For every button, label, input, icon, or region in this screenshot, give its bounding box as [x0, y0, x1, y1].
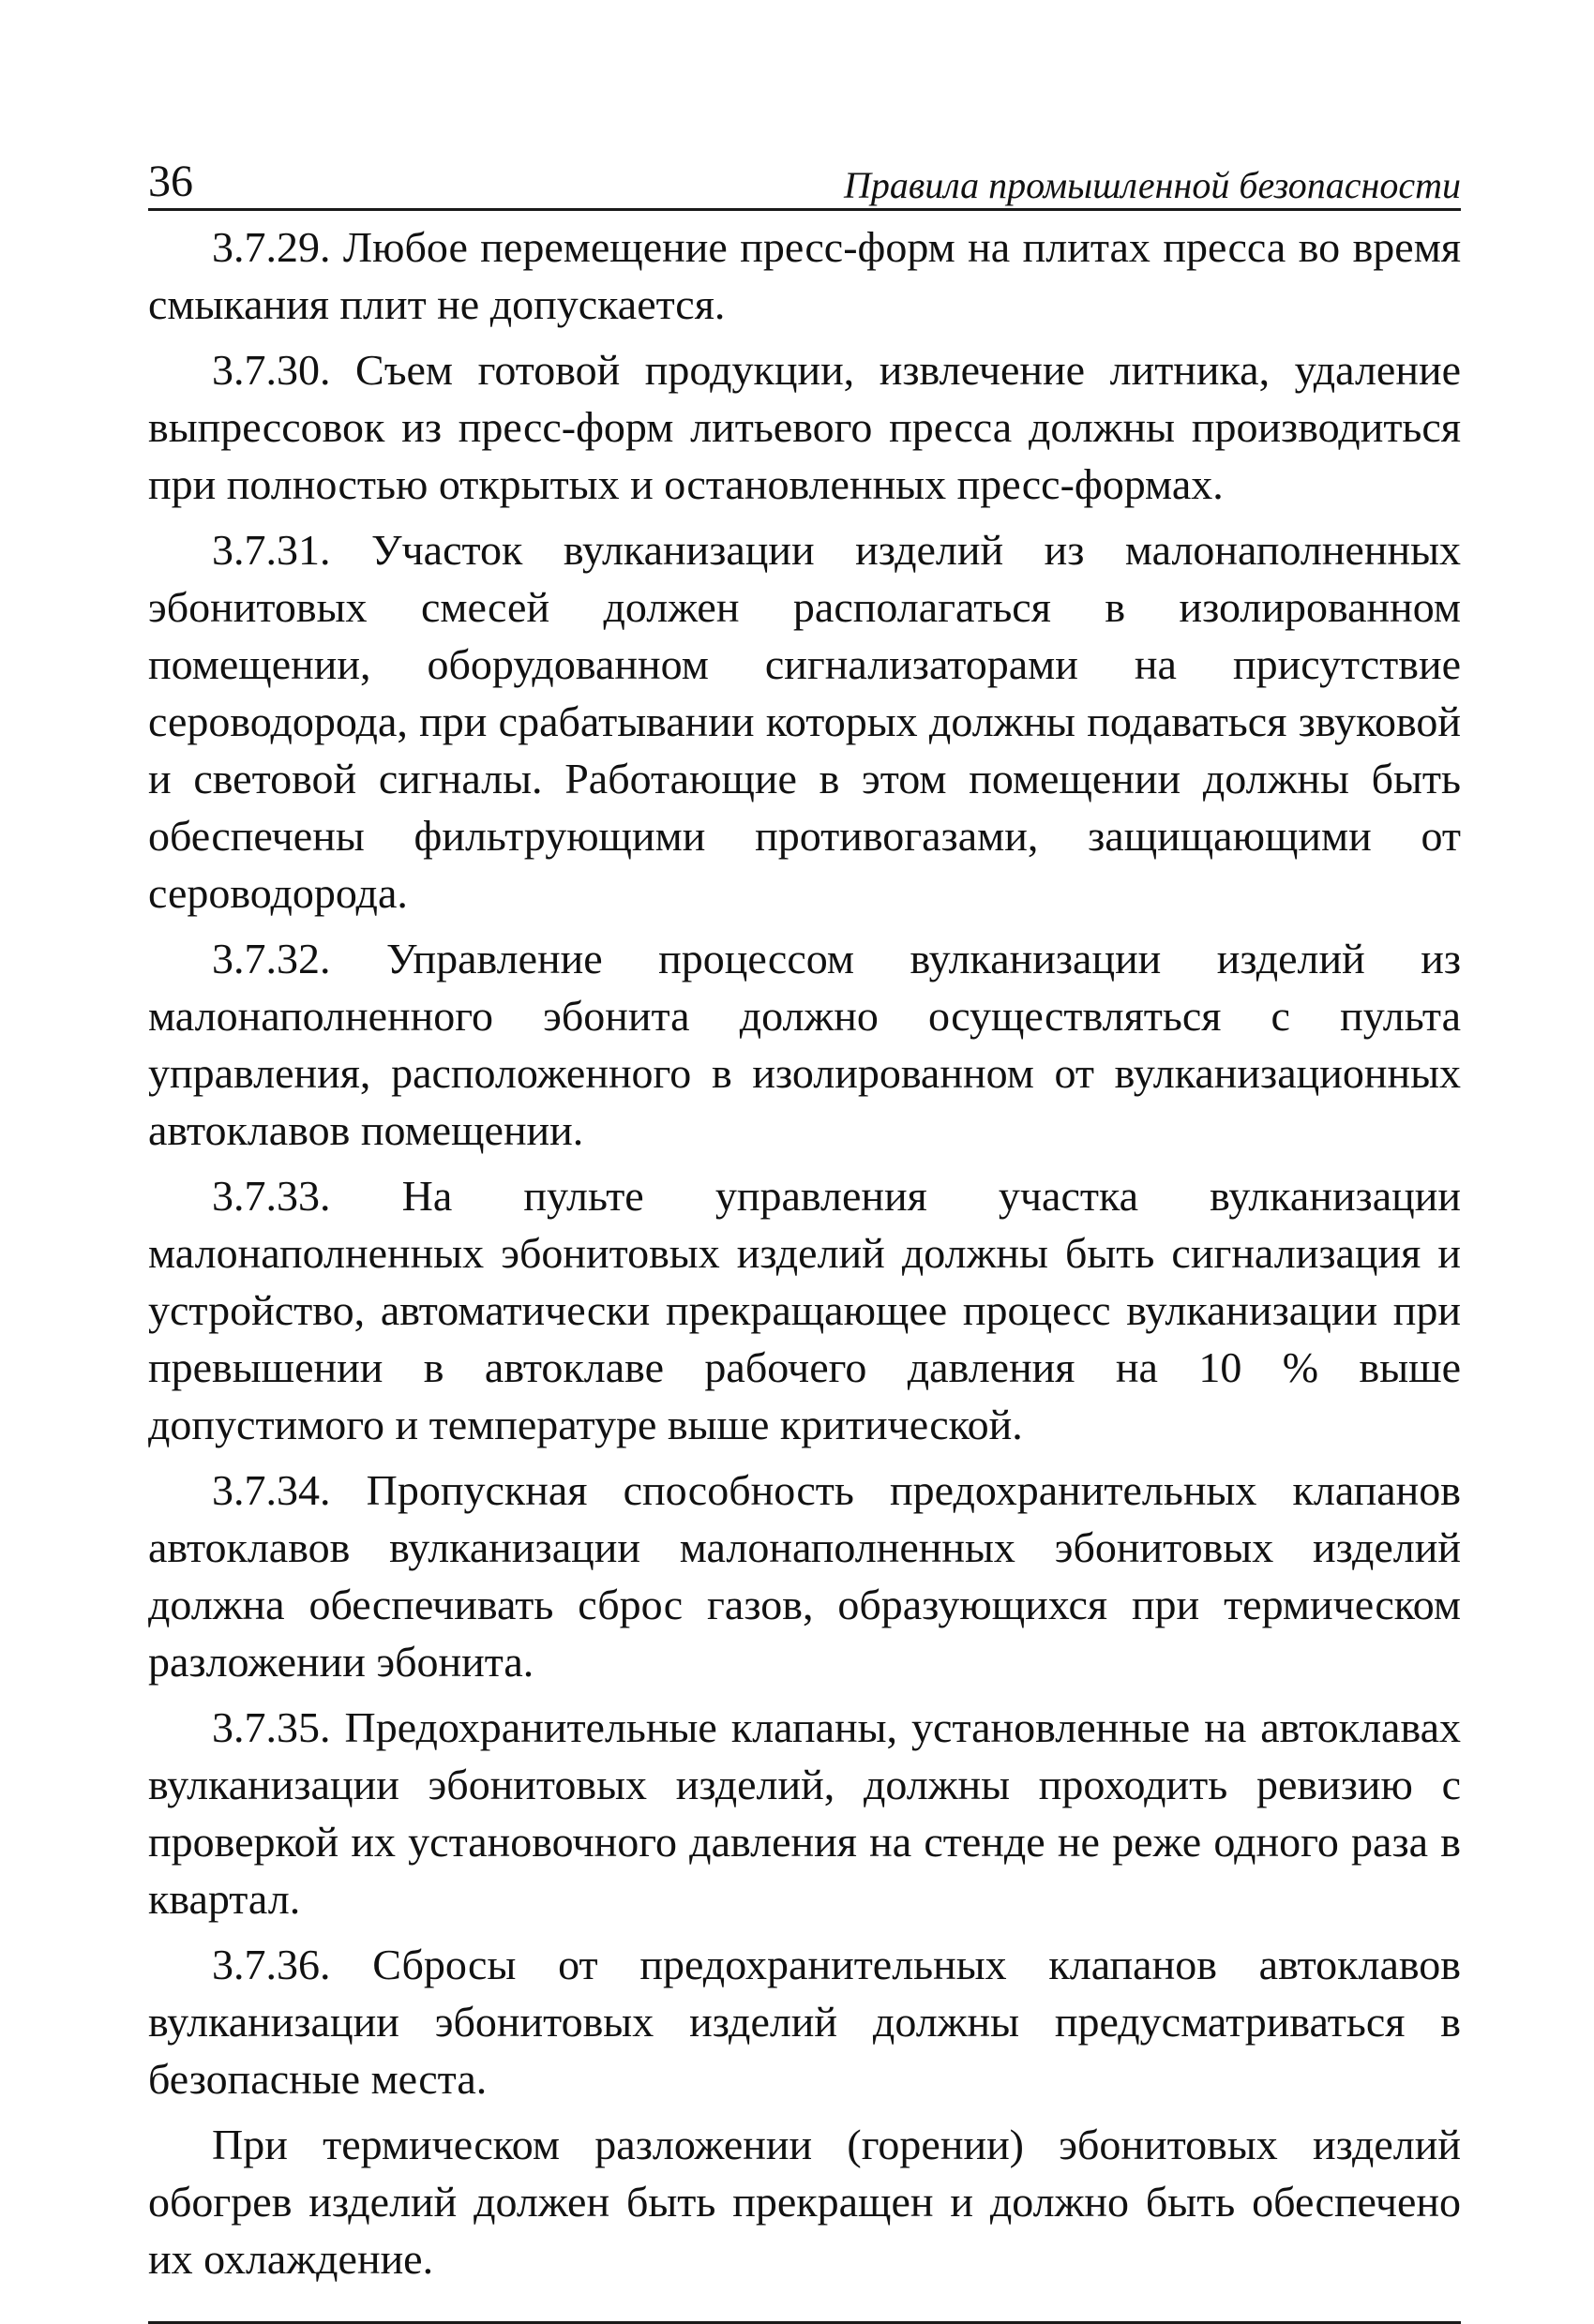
running-title: Правила промышленной безопасности — [843, 164, 1461, 206]
document-page — [148, 150, 1461, 2324]
page-header — [148, 150, 1461, 211]
paragraph-3-7-34: 3.7.34. Пропускная способность предохранительных клапанов автоклавов вулканизации малонаполненных эбонитовых изделий должна обеспечивать сброс газов, образующихся при термическом разложении эбонита. — [148, 1466, 1461, 1686]
paragraph-3-7-30: 3.7.30. Съем готовой продукции, извлечение литника, удаление выпрессовок из пресс-форм литьевого пресса должны производиться при полностью открытых и остановленных пресс-формах. — [148, 346, 1461, 508]
paragraph-3-7-33: 3.7.33. На пульте управления участка вулканизации малонаполненных эбонитовых изделий должны быть сигнализация и устройство, автоматически прекращающее процесс вулканизации при превышении в автоклаве рабочего давления на 10 % выше допустимого и температуре выше критической. — [148, 1172, 1461, 1448]
paragraph-3-7-32: 3.7.32. Управление процессом вулканизации изделий из малонаполненного эбонита должно осуществляться с пульта управления, расположенного в изолированном от вулканизационных автоклавов помещении. — [148, 935, 1461, 1154]
paragraph-closing: При термическом разложении (горении) эбонитовых изделий обогрев изделий должен быть прекращен и должно быть обеспечено их охлаждение. — [148, 2121, 1461, 2283]
paragraph-3-7-35: 3.7.35. Предохранительные клапаны, установленные на автоклавах вулканизации эбонитовых изделий, должны проходить ревизию с проверкой их установочного давления на стенде не реже одного раза в квартал. — [148, 1703, 1461, 1923]
paragraph-3-7-36: 3.7.36. Сбросы от предохранительных клапанов автоклавов вулканизации эбонитовых изделий должны предусматриваться в безопасные места. — [148, 1941, 1461, 2103]
body-text — [148, 218, 1461, 2287]
paragraph-3-7-29: 3.7.29. Любое перемещение пресс-форм на плитах пресса во время смыкания плит не допускается. — [148, 223, 1461, 328]
page-number: 36 — [148, 157, 193, 206]
paragraph-3-7-31: 3.7.31. Участок вулканизации изделий из малонаполненных эбонитовых смесей должен располагаться в изолированном помещении, оборудованном сигнализаторами на присутствие сероводорода, при срабатывании которых должны подаваться звуковой и световой сигналы. Работающие в этом помещении должны быть обеспечены фильтрующими противогазами, защищающими от сероводорода. — [148, 526, 1461, 917]
